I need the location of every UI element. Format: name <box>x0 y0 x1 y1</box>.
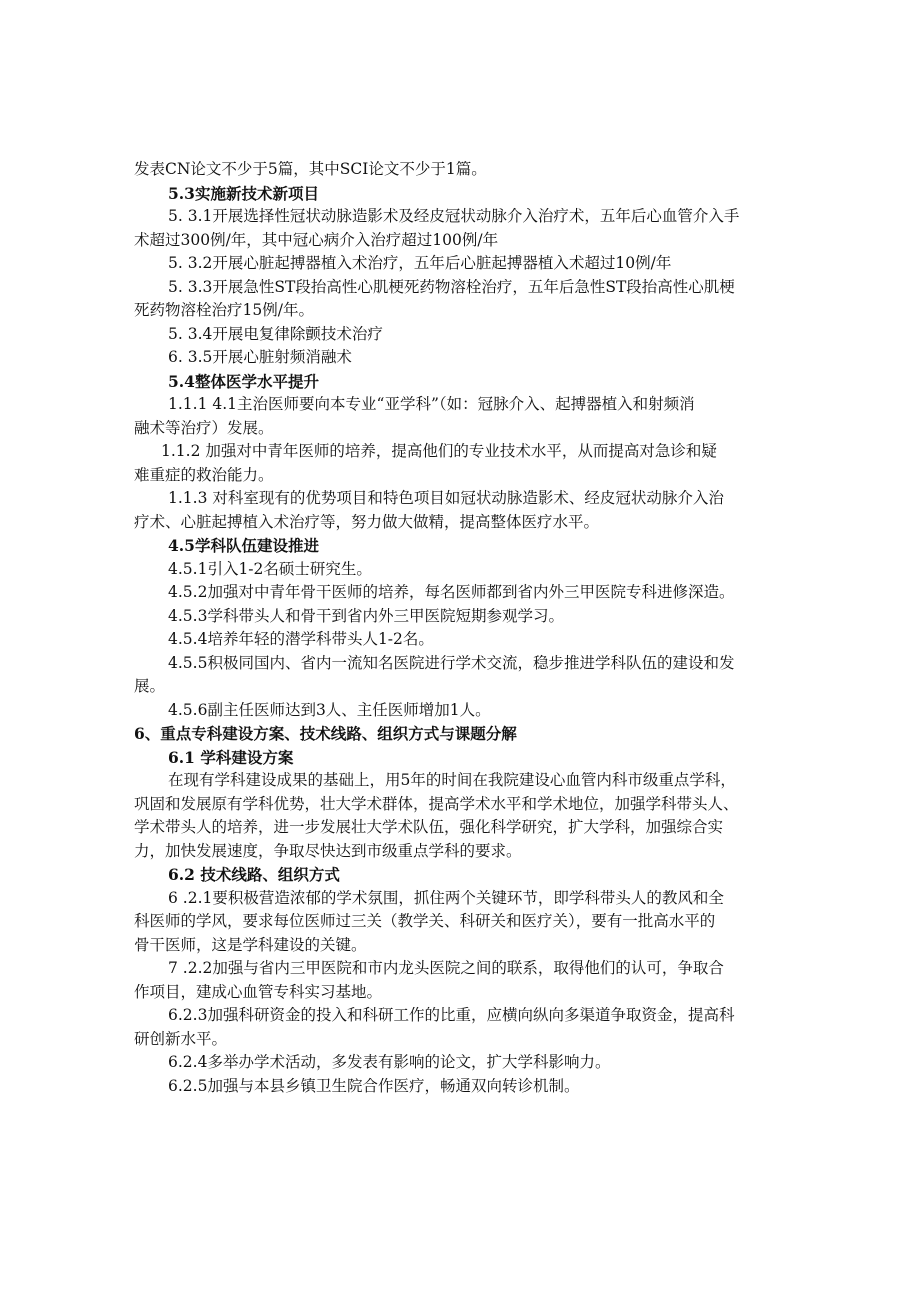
text-line: 1.1.3 对科室现有的优势项目和特色项目如冠状动脉造影术、经皮冠状动脉介入治 <box>168 489 724 507</box>
text-line: 在现有学科建设成果的基础上，用5年的时间在我院建设心血管内科市级重点学科， <box>168 771 736 789</box>
text-line: 4.5.3学科带头人和骨干到省内外三甲医院短期参观学习。 <box>168 606 564 625</box>
section-heading: 5.4整体医学水平提升 <box>168 371 319 391</box>
document-body <box>134 158 794 1098</box>
text-line: 学术带头人的培养，进一步发展壮大学术队伍，强化科学研究，扩大学科，加强综合实 <box>134 818 724 836</box>
text-line: 力，加快发展速度，争取尽快达到市级重点学科的要求。 <box>134 841 522 860</box>
text-line: 4.5.5积极同国内、省内一流知名医院进行学术交流，稳步推进学科队伍的建设和发 <box>168 653 735 672</box>
text-line: 5. 3.2开展心脏起搏器植入术治疗，五年后心脏起搏器植入术超过10例/年 <box>168 254 672 272</box>
text-line: 融术等治疗）发展。 <box>134 418 274 437</box>
section-heading: 5.3实施新技术新项目 <box>168 183 319 203</box>
text-line: 术超过300例/年，其中冠心病介入治疗超过100例/年 <box>134 230 499 249</box>
text-line: 作项目，建成心血管专科实习基地。 <box>134 982 383 1001</box>
text-line: 展。 <box>134 677 166 695</box>
section-heading: 6.1 学科建设方案 <box>168 747 294 767</box>
text-line: 4.5.6副主任医师达到3人、主任医师增加1人。 <box>168 700 491 719</box>
text-line: 5. 3.1开展选择性冠状动脉造影术及经皮冠状动脉介入治疗术，五年后心血管介入手 <box>168 207 740 225</box>
text-line: 5. 3.3开展急性ST段抬高性心肌梗死药物溶栓治疗，五年后急性ST段抬高性心肌梗 <box>168 277 735 296</box>
text-line: 死药物溶栓治疗15例/年。 <box>134 301 314 319</box>
text-line: 6.2.4多举办学术活动，多发表有影响的论文，扩大学科影响力。 <box>168 1053 611 1071</box>
text-line: 科医师的学风，要求每位医师过三关（教学关、科研关和医疗关），要有一批高水平的 <box>134 912 716 930</box>
text-line: 1.1.2 加强对中青年医师的培养，提高他们的专业技术水平，从而提高对急诊和疑 <box>161 442 717 460</box>
text-line: 巩固和发展原有学科优势，壮大学术群体，提高学术水平和学术地位，加强学科带头人、 <box>134 794 739 813</box>
chapter-heading: 6、重点专科建设方案、技术线路、组织方式与课题分解 <box>134 724 517 743</box>
text-line: 7 .2.2加强与省内三甲医院和市内龙头医院之间的联系，取得他们的认可，争取合 <box>168 959 724 977</box>
text-line: 4.5.1引入1-2名硕士研究生。 <box>168 559 372 578</box>
text-line: 6.2.3加强科研资金的投入和科研工作的比重，应横向纵向多渠道争取资金，提高科 <box>168 1006 735 1024</box>
text-line: 5. 3.4开展电复律除颤技术治疗 <box>168 324 383 343</box>
text-line: 疗术、心脏起搏植入术治疗等，努力做大做精，提高整体医疗水平。 <box>134 512 600 531</box>
section-heading: 4.5学科队伍建设推进 <box>168 536 319 555</box>
text-line: 发表CN论文不少于5篇，其中SCI论文不少于1篇。 <box>134 160 487 178</box>
text-line: 6. 3.5开展心脏射频消融术 <box>168 348 352 366</box>
text-line: 研创新水平。 <box>134 1029 228 1048</box>
text-line: 4.5.4培养年轻的潜学科带头人1-2名。 <box>168 630 434 648</box>
text-line: 4.5.2加强对中青年骨干医师的培养，每名医师都到省内外三甲医院专科进修深造。 <box>168 583 735 601</box>
text-line: 骨干医师，这是学科建设的关键。 <box>134 935 367 954</box>
text-line: 6.2.5加强与本县乡镇卫生院合作医疗，畅通双向转诊机制。 <box>168 1076 580 1095</box>
text-line: 6 .2.1要积极营造浓郁的学术氛围，抓住两个关键环节，即学科带头人的教风和全 <box>168 888 724 907</box>
section-heading: 6.2 技术线路、组织方式 <box>168 865 340 884</box>
text-line: 难重症的救治能力。 <box>134 465 274 484</box>
text-line: 1.1.1 4.1主治医师要向本专业“亚学科”（如：冠脉介入、起搏器植入和射频消 <box>168 395 695 413</box>
